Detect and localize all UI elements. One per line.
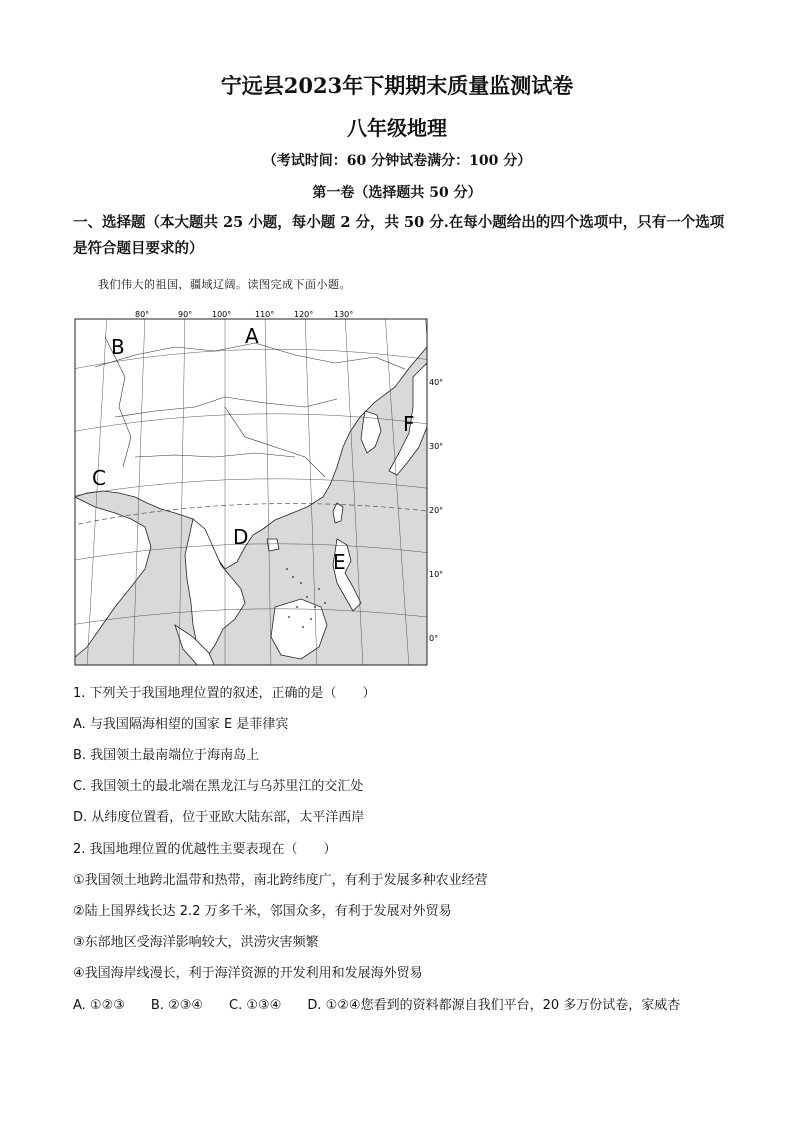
- china-location-map: [75, 307, 444, 667]
- question-2-options: A. ①②③ B. ②③④ C. ①③④ D. ①②④您看到的资料都源自我们平台，20 多万份试卷，家威杏: [73, 998, 681, 1013]
- exam-title: 宁远县2023年下期期末质量监测试卷: [220, 73, 574, 98]
- longitude-label: 100°: [212, 310, 232, 319]
- question-2-statement-1: ①我国领土地跨北温带和热带，南北跨纬度广，有利于发展多种农业经营: [73, 873, 488, 888]
- question-2-stem: 2. 我国地理位置的优越性主要表现在（ ）: [73, 842, 337, 857]
- longitude-label: 120°: [294, 310, 314, 319]
- latitude-label: 30°: [429, 442, 444, 451]
- latitude-label: 0°: [429, 634, 439, 643]
- question-2-statement-4: ④我国海岸线漫长，利于海洋资源的开发利用和发展海外贸易: [73, 966, 423, 981]
- point-label-a: A: [245, 324, 259, 348]
- longitude-label: 110°: [255, 310, 275, 319]
- question-1-option-b: B. 我国领土最南端位于海南岛上: [73, 748, 260, 763]
- question-1-option-d: D. 从纬度位置看，位于亚欧大陆东部，太平洋西岸: [73, 810, 365, 825]
- point-label-c: C: [92, 466, 106, 490]
- latitude-label: 40°: [429, 378, 444, 387]
- latitude-label: 10°: [429, 570, 444, 579]
- latitude-label: 20°: [429, 506, 444, 515]
- question-2-statement-2: ②陆上国界线长达 2.2 万多千米，邻国众多，有利于发展对外贸易: [73, 904, 452, 919]
- point-label-f: F: [403, 412, 415, 436]
- point-label-e: E: [333, 550, 346, 574]
- question-1-option-a: A. 与我国隔海相望的国家 E 是菲律宾: [73, 717, 289, 732]
- longitude-label: 80°: [135, 310, 150, 319]
- question-1-option-c: C. 我国领土的最北端在黑龙江与乌苏里江的交汇处: [73, 779, 364, 794]
- question-1-stem: 1. 下列关于我国地理位置的叙述，正确的是（ ）: [73, 686, 376, 701]
- subject-title: 八年级地理: [347, 116, 447, 140]
- section-heading: 一、选择题（本大题共 25 小题，每小题 2 分，共 50 分.在每小题给出的四个选项中，只有一个选项是符合题目要求的）: [73, 214, 725, 257]
- part-title: 第一卷（选择题共 50 分）: [312, 185, 482, 201]
- question-intro: 我们伟大的祖国，疆域辽阔。读图完成下面小题。: [98, 278, 351, 291]
- point-label-d: D: [233, 525, 249, 549]
- longitude-label: 130°: [334, 310, 354, 319]
- question-2-statement-3: ③东部地区受海洋影响较大，洪涝灾害频繁: [73, 935, 319, 950]
- longitude-label: 90°: [178, 310, 193, 319]
- point-label-b: B: [111, 335, 125, 359]
- exam-info: （考试时间：60 分钟试卷满分：100 分）: [262, 153, 532, 169]
